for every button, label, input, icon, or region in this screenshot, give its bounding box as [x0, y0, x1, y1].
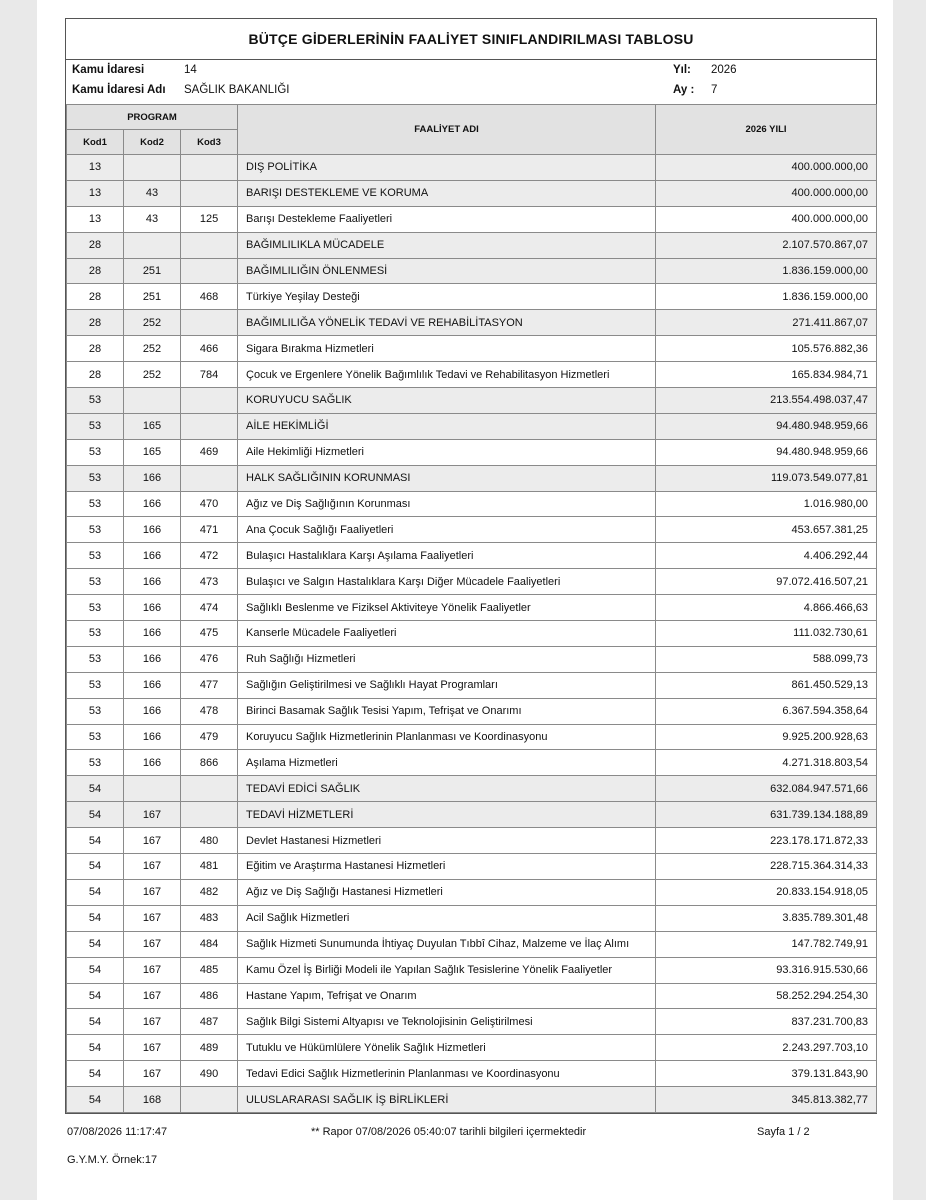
amount-cell: 588.099,73: [656, 646, 877, 672]
amount-cell: 2.243.297.703,10: [656, 1035, 877, 1061]
kod1-header: Kod1: [67, 130, 124, 155]
table-row: [67, 258, 877, 284]
table-row: [67, 1009, 877, 1035]
table-row: [67, 543, 877, 569]
faaliyet-adi-cell: Ruh Sağlığı Hizmetleri: [238, 646, 656, 672]
kod2-cell: 166: [124, 491, 181, 517]
amount-cell: 400.000.000,00: [656, 206, 877, 232]
faaliyet-adi-cell: Bulaşıcı Hastalıklara Karşı Aşılama Faaliyetleri: [238, 543, 656, 569]
amount-cell: 1.836.159.000,00: [656, 258, 877, 284]
kod2-cell: 167: [124, 983, 181, 1009]
amount-cell: 4.406.292,44: [656, 543, 877, 569]
kod1-cell: 54: [67, 957, 124, 983]
table-row: [67, 336, 877, 362]
faaliyet-adi-cell: Sağlık Hizmeti Sunumunda İhtiyaç Duyulan Tıbbî Cihaz, Malzeme ve İlaç Alımı: [238, 931, 656, 957]
amount-cell: 223.178.171.872,33: [656, 828, 877, 854]
kod1-cell: 28: [67, 232, 124, 258]
kod3-cell: [181, 776, 238, 802]
table-row: [67, 1035, 877, 1061]
kod2-cell: 166: [124, 724, 181, 750]
table-row: [67, 388, 877, 414]
faaliyet-adi-cell: Devlet Hastanesi Hizmetleri: [238, 828, 656, 854]
faaliyet-adi-cell: Koruyucu Sağlık Hizmetlerinin Planlanması ve Koordinasyonu: [238, 724, 656, 750]
table-row: [67, 905, 877, 931]
table-row: [67, 854, 877, 880]
kod3-cell: 479: [181, 724, 238, 750]
amount-cell: 105.576.882,36: [656, 336, 877, 362]
kod3-cell: [181, 155, 238, 181]
kod1-cell: 54: [67, 802, 124, 828]
faaliyet-adi-header: FAALİYET ADI: [238, 105, 656, 155]
faaliyet-adi-cell: Çocuk ve Ergenlere Yönelik Bağımlılık Tedavi ve Rehabilitasyon Hizmetleri: [238, 362, 656, 388]
kod3-cell: [181, 258, 238, 284]
faaliyet-adi-cell: HALK SAĞLIĞININ KORUNMASI: [238, 465, 656, 491]
report-page: [37, 0, 893, 1200]
kamu-idaresi-adi-label: Kamu İdaresi Adı: [72, 84, 166, 96]
kod3-cell: 473: [181, 569, 238, 595]
kod1-cell: 53: [67, 672, 124, 698]
yil-label: Yıl:: [673, 64, 691, 76]
table-row: [67, 646, 877, 672]
kod3-cell: [181, 802, 238, 828]
kod2-cell: 166: [124, 621, 181, 647]
kod2-cell: 167: [124, 1035, 181, 1061]
faaliyet-adi-cell: BAĞIMLILIKLA MÜCADELE: [238, 232, 656, 258]
kod2-cell: 167: [124, 879, 181, 905]
faaliyet-adi-cell: Aile Hekimliği Hizmetleri: [238, 439, 656, 465]
table-row: [67, 802, 877, 828]
kod3-cell: 485: [181, 957, 238, 983]
faaliyet-adi-cell: ULUSLARARASI SAĞLIK İŞ BİRLİKLERİ: [238, 1087, 656, 1113]
amount-cell: 2.107.570.867,07: [656, 232, 877, 258]
kod3-cell: 484: [181, 931, 238, 957]
kod3-cell: 866: [181, 750, 238, 776]
table-row: [67, 569, 877, 595]
kod3-cell: 466: [181, 336, 238, 362]
kod2-cell: 167: [124, 905, 181, 931]
kod2-cell: 252: [124, 336, 181, 362]
kod1-cell: 28: [67, 362, 124, 388]
table-row: [67, 621, 877, 647]
amount-cell: 4.271.318.803,54: [656, 750, 877, 776]
report-meta: [66, 60, 876, 104]
kod1-cell: 53: [67, 413, 124, 439]
amount-cell: 632.084.947.571,66: [656, 776, 877, 802]
table-row: [67, 931, 877, 957]
table-row: [67, 595, 877, 621]
kod3-cell: [181, 465, 238, 491]
kod2-cell: 168: [124, 1087, 181, 1113]
kod3-cell: [181, 232, 238, 258]
kod2-cell: 166: [124, 543, 181, 569]
amount-cell: 20.833.154.918,05: [656, 879, 877, 905]
kod3-cell: 489: [181, 1035, 238, 1061]
faaliyet-adi-cell: KORUYUCU SAĞLIK: [238, 388, 656, 414]
kod2-cell: 43: [124, 206, 181, 232]
amount-cell: 94.480.948.959,66: [656, 413, 877, 439]
kod2-cell: 43: [124, 180, 181, 206]
kod3-cell: 475: [181, 621, 238, 647]
faaliyet-adi-cell: BAĞIMLILIĞIN ÖNLENMESİ: [238, 258, 656, 284]
kod1-cell: 28: [67, 336, 124, 362]
amount-cell: 58.252.294.254,30: [656, 983, 877, 1009]
amount-cell: 379.131.843,90: [656, 1061, 877, 1087]
faaliyet-adi-cell: Hastane Yapım, Tefrişat ve Onarım: [238, 983, 656, 1009]
amount-cell: 6.367.594.358,64: [656, 698, 877, 724]
kod3-cell: 490: [181, 1061, 238, 1087]
table-row: [67, 232, 877, 258]
table-row: [67, 828, 877, 854]
kod2-cell: 166: [124, 698, 181, 724]
form-code: G.Y.M.Y. Örnek:17: [67, 1154, 158, 1166]
kod3-header: Kod3: [181, 130, 238, 155]
table-row: [67, 957, 877, 983]
amount-cell: 1.016.980,00: [656, 491, 877, 517]
report-title: BÜTÇE GİDERLERİNİN FAALİYET SINIFLANDIRILMASI TABLOSU: [66, 19, 876, 60]
faaliyet-adi-cell: Birinci Basamak Sağlık Tesisi Yapım, Tefrişat ve Onarımı: [238, 698, 656, 724]
kod2-header: Kod2: [124, 130, 181, 155]
table-row: [67, 750, 877, 776]
kod3-cell: 469: [181, 439, 238, 465]
amount-cell: 94.480.948.959,66: [656, 439, 877, 465]
kod2-cell: 167: [124, 1061, 181, 1087]
kod3-cell: 125: [181, 206, 238, 232]
faaliyet-adi-cell: BAĞIMLILIĞA YÖNELİK TEDAVİ VE REHABİLİTASYON: [238, 310, 656, 336]
faaliyet-adi-cell: Aşılama Hizmetleri: [238, 750, 656, 776]
amount-cell: 228.715.364.314,33: [656, 854, 877, 880]
kamu-idaresi-value: 14: [184, 64, 197, 76]
table-body: [67, 155, 877, 1113]
kod1-cell: 13: [67, 206, 124, 232]
faaliyet-adi-cell: DIŞ POLİTİKA: [238, 155, 656, 181]
kod1-cell: 54: [67, 828, 124, 854]
kod3-cell: 478: [181, 698, 238, 724]
kod2-cell: [124, 388, 181, 414]
kamu-idaresi-label: Kamu İdaresi: [72, 64, 145, 76]
kod1-cell: 54: [67, 931, 124, 957]
kod2-cell: 167: [124, 931, 181, 957]
amount-cell: 3.835.789.301,48: [656, 905, 877, 931]
amount-cell: 111.032.730,61: [656, 621, 877, 647]
faaliyet-adi-cell: Eğitim ve Araştırma Hastanesi Hizmetleri: [238, 854, 656, 880]
table-row: [67, 698, 877, 724]
kod3-cell: 480: [181, 828, 238, 854]
amount-cell: 631.739.134.188,89: [656, 802, 877, 828]
amount-cell: 119.073.549.077,81: [656, 465, 877, 491]
amount-cell: 861.450.529,13: [656, 672, 877, 698]
faaliyet-adi-cell: Ağız ve Diş Sağlığı Hastanesi Hizmetleri: [238, 879, 656, 905]
table-row: [67, 413, 877, 439]
faaliyet-adi-cell: Sigara Bırakma Hizmetleri: [238, 336, 656, 362]
amount-cell: 400.000.000,00: [656, 180, 877, 206]
faaliyet-adi-cell: Tutuklu ve Hükümlülere Yönelik Sağlık Hizmetleri: [238, 1035, 656, 1061]
faaliyet-adi-cell: Sağlığın Geliştirilmesi ve Sağlıklı Hayat Programları: [238, 672, 656, 698]
faaliyet-adi-cell: Sağlık Bilgi Sistemi Altyapısı ve Teknolojisinin Geliştirilmesi: [238, 1009, 656, 1035]
table-row: [67, 180, 877, 206]
kod2-cell: 167: [124, 828, 181, 854]
kod1-cell: 53: [67, 491, 124, 517]
kod2-cell: 166: [124, 646, 181, 672]
amount-cell: 213.554.498.037,47: [656, 388, 877, 414]
table-row: [67, 983, 877, 1009]
faaliyet-adi-cell: AİLE HEKİMLİĞİ: [238, 413, 656, 439]
kod1-cell: 54: [67, 1087, 124, 1113]
amount-cell: 837.231.700,83: [656, 1009, 877, 1035]
amount-cell: 97.072.416.507,21: [656, 569, 877, 595]
kod2-cell: 166: [124, 672, 181, 698]
kod1-cell: 53: [67, 595, 124, 621]
amount-cell: 93.316.915.530,66: [656, 957, 877, 983]
header-row-1: [67, 105, 877, 130]
kod1-cell: 53: [67, 646, 124, 672]
form-footer: [65, 1154, 875, 1174]
kod1-cell: 53: [67, 465, 124, 491]
kod1-cell: 28: [67, 258, 124, 284]
faaliyet-adi-cell: Tedavi Edici Sağlık Hizmetlerinin Planlanması ve Koordinasyonu: [238, 1061, 656, 1087]
kod2-cell: 167: [124, 1009, 181, 1035]
faaliyet-adi-cell: Acil Sağlık Hizmetleri: [238, 905, 656, 931]
table-row: [67, 517, 877, 543]
kod3-cell: 468: [181, 284, 238, 310]
year-header: 2026 YILI: [656, 105, 877, 155]
amount-cell: 453.657.381,25: [656, 517, 877, 543]
kod3-cell: 483: [181, 905, 238, 931]
amount-cell: 271.411.867,07: [656, 310, 877, 336]
yil-value: 2026: [711, 64, 737, 76]
table-row: [67, 1061, 877, 1087]
kod2-cell: 166: [124, 595, 181, 621]
table-row: [67, 284, 877, 310]
kod3-cell: 481: [181, 854, 238, 880]
kod1-cell: 28: [67, 284, 124, 310]
faaliyet-adi-cell: TEDAVİ HİZMETLERİ: [238, 802, 656, 828]
kod1-cell: 28: [67, 310, 124, 336]
faaliyet-adi-cell: Kanserle Mücadele Faaliyetleri: [238, 621, 656, 647]
report-frame: [65, 18, 877, 1114]
print-datetime: 07/08/2026 11:17:47: [67, 1126, 168, 1138]
report-footer: [65, 1126, 875, 1146]
kod1-cell: 53: [67, 698, 124, 724]
faaliyet-adi-cell: BARIŞI DESTEKLEME VE KORUMA: [238, 180, 656, 206]
faaliyet-adi-cell: Sağlıklı Beslenme ve Fiziksel Aktiviteye Yönelik Faaliyetler: [238, 595, 656, 621]
kod1-cell: 53: [67, 569, 124, 595]
amount-cell: 9.925.200.928,63: [656, 724, 877, 750]
faaliyet-adi-cell: Kamu Özel İş Birliği Modeli ile Yapılan Sağlık Tesislerine Yönelik Faaliyetler: [238, 957, 656, 983]
faaliyet-adi-cell: Ana Çocuk Sağlığı Faaliyetleri: [238, 517, 656, 543]
kod2-cell: 166: [124, 517, 181, 543]
kod2-cell: 167: [124, 802, 181, 828]
table-row: [67, 439, 877, 465]
table-row: [67, 362, 877, 388]
kod2-cell: [124, 232, 181, 258]
kod3-cell: 472: [181, 543, 238, 569]
kod1-cell: 53: [67, 439, 124, 465]
kod3-cell: 784: [181, 362, 238, 388]
kod3-cell: 477: [181, 672, 238, 698]
kod3-cell: 474: [181, 595, 238, 621]
amount-cell: 1.836.159.000,00: [656, 284, 877, 310]
kod1-cell: 54: [67, 879, 124, 905]
report-note: ** Rapor 07/08/2026 05:40:07 tarihli bilgileri içermektedir: [311, 1126, 587, 1138]
kod3-cell: 486: [181, 983, 238, 1009]
amount-cell: 147.782.749,91: [656, 931, 877, 957]
kod2-cell: 167: [124, 854, 181, 880]
kod3-cell: 470: [181, 491, 238, 517]
kod2-cell: 165: [124, 413, 181, 439]
table-row: [67, 672, 877, 698]
amount-cell: 4.866.466,63: [656, 595, 877, 621]
table-row: [67, 491, 877, 517]
faaliyet-adi-cell: Ağız ve Diş Sağlığının Korunması: [238, 491, 656, 517]
kod1-cell: 53: [67, 543, 124, 569]
table-row: [67, 206, 877, 232]
kod2-cell: 166: [124, 465, 181, 491]
kod1-cell: 54: [67, 1009, 124, 1035]
kod1-cell: 54: [67, 776, 124, 802]
faaliyet-adi-cell: Bulaşıcı ve Salgın Hastalıklara Karşı Diğer Mücadele Faaliyetleri: [238, 569, 656, 595]
kod2-cell: 166: [124, 750, 181, 776]
table-row: [67, 1087, 877, 1113]
kod2-cell: 252: [124, 362, 181, 388]
kod2-cell: 167: [124, 957, 181, 983]
kod1-cell: 53: [67, 724, 124, 750]
table-row: [67, 155, 877, 181]
kod1-cell: 54: [67, 1061, 124, 1087]
kod3-cell: [181, 1087, 238, 1113]
faaliyet-adi-cell: Türkiye Yeşilay Desteği: [238, 284, 656, 310]
activity-table: [66, 104, 877, 1113]
kod3-cell: [181, 388, 238, 414]
amount-cell: 400.000.000,00: [656, 155, 877, 181]
kod1-cell: 54: [67, 983, 124, 1009]
table-row: [67, 776, 877, 802]
program-header: PROGRAM: [67, 105, 238, 130]
faaliyet-adi-cell: TEDAVİ EDİCİ SAĞLIK: [238, 776, 656, 802]
table-row: [67, 879, 877, 905]
faaliyet-adi-cell: Barışı Destekleme Faaliyetleri: [238, 206, 656, 232]
kod3-cell: [181, 413, 238, 439]
kod2-cell: 166: [124, 569, 181, 595]
kod3-cell: 482: [181, 879, 238, 905]
kod3-cell: [181, 180, 238, 206]
kod2-cell: 251: [124, 284, 181, 310]
page-number: Sayfa 1 / 2: [757, 1126, 810, 1138]
table-row: [67, 465, 877, 491]
kod2-cell: [124, 155, 181, 181]
kod2-cell: 252: [124, 310, 181, 336]
kod1-cell: 54: [67, 854, 124, 880]
table-row: [67, 724, 877, 750]
kamu-idaresi-adi-value: SAĞLIK BAKANLIĞI: [184, 84, 290, 96]
kod1-cell: 53: [67, 621, 124, 647]
kod1-cell: 53: [67, 388, 124, 414]
table-row: [67, 310, 877, 336]
kod2-cell: [124, 776, 181, 802]
amount-cell: 345.813.382,77: [656, 1087, 877, 1113]
ay-value: 7: [711, 84, 718, 96]
kod1-cell: 53: [67, 750, 124, 776]
kod2-cell: 165: [124, 439, 181, 465]
kod1-cell: 53: [67, 517, 124, 543]
kod1-cell: 13: [67, 155, 124, 181]
kod3-cell: [181, 310, 238, 336]
kod2-cell: 251: [124, 258, 181, 284]
kod3-cell: 471: [181, 517, 238, 543]
amount-cell: 165.834.984,71: [656, 362, 877, 388]
ay-label: Ay :: [673, 84, 695, 96]
kod1-cell: 54: [67, 905, 124, 931]
kod3-cell: 476: [181, 646, 238, 672]
kod1-cell: 54: [67, 1035, 124, 1061]
kod1-cell: 13: [67, 180, 124, 206]
kod3-cell: 487: [181, 1009, 238, 1035]
